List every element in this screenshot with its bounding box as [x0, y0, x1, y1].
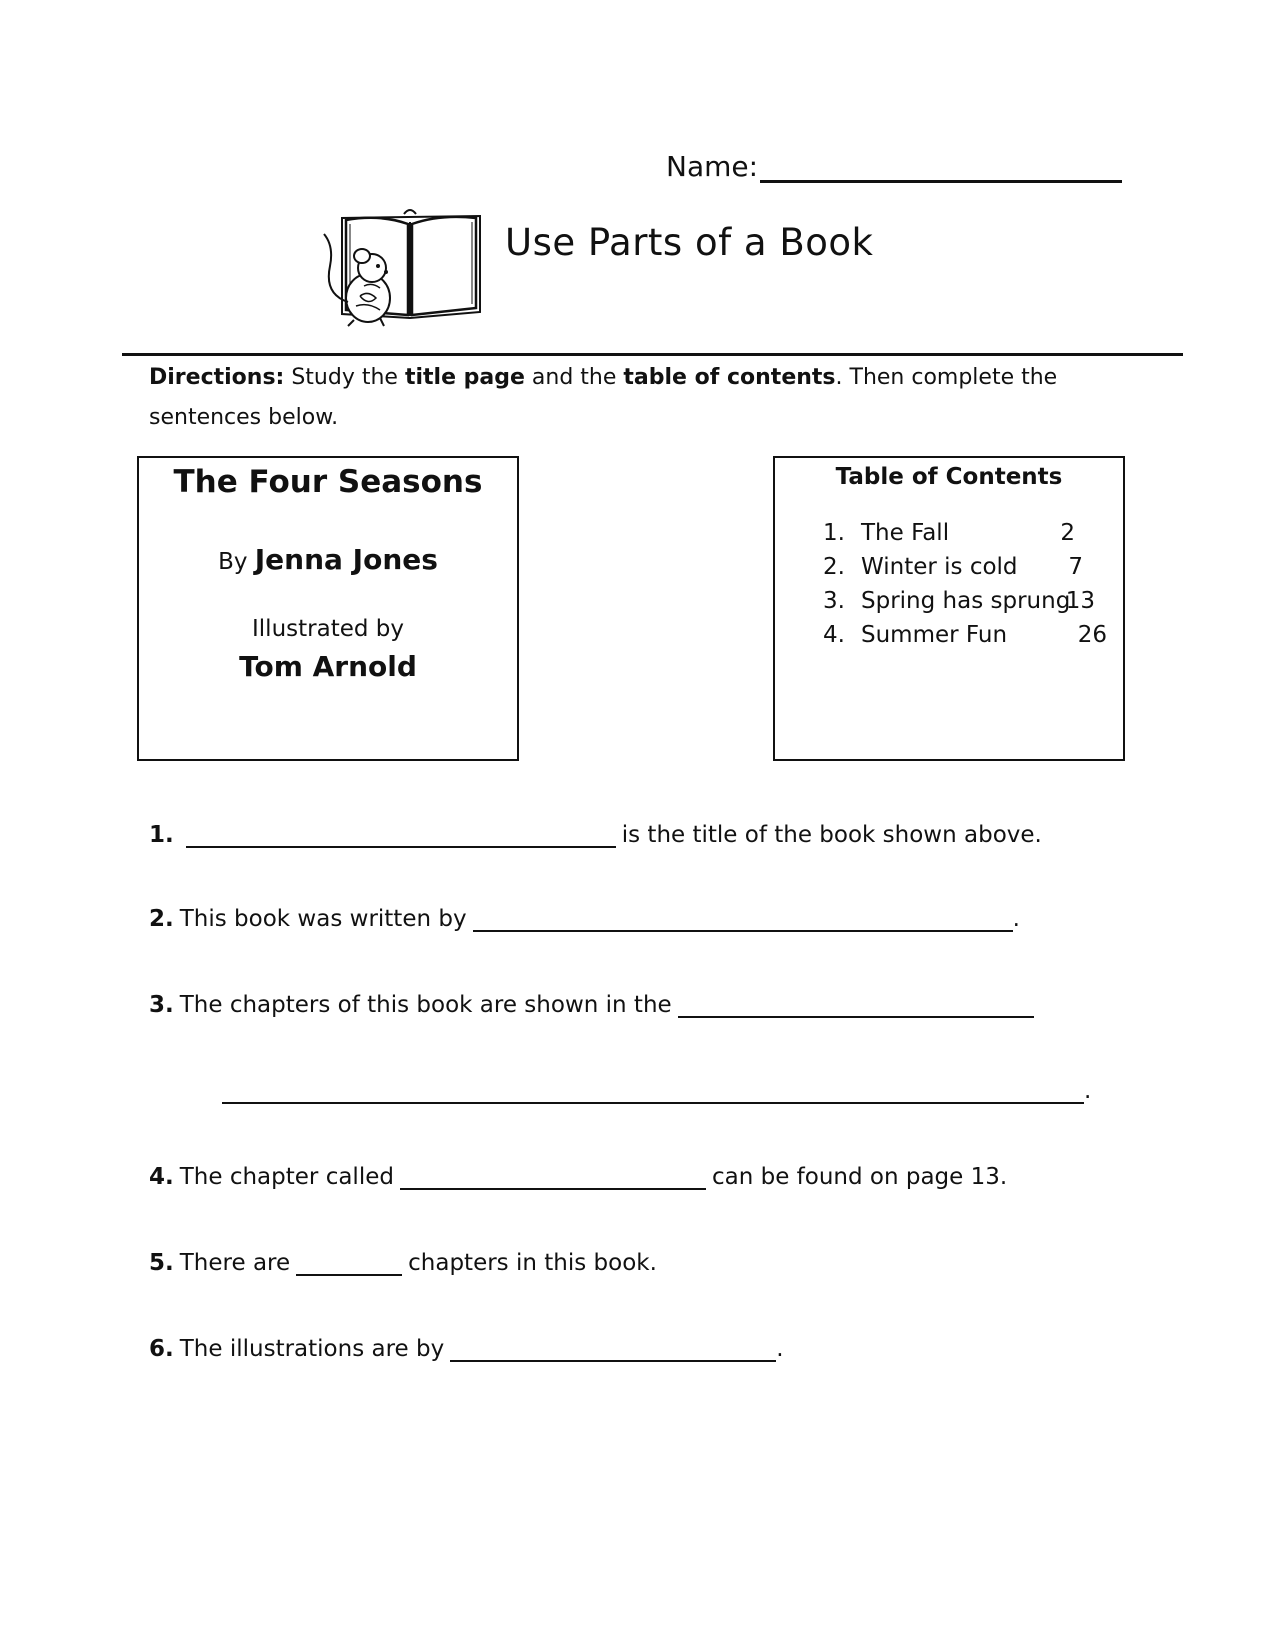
question-3-continuation — [222, 1078, 1091, 1104]
by-label: By — [218, 549, 248, 575]
author-name: Jenna Jones — [254, 543, 438, 576]
directions-part: Study the — [284, 365, 405, 390]
question-number: 2. — [149, 906, 174, 932]
toc-item — [823, 588, 1115, 620]
toc-item-title: Winter is cold — [861, 554, 1018, 580]
directions-emphasis: title page — [404, 365, 525, 390]
question-text: The chapter called — [179, 1164, 394, 1190]
question-3 — [149, 992, 1040, 1018]
question-text: is the title of the book shown above. — [621, 822, 1042, 848]
answer-blank-2[interactable] — [473, 906, 1013, 932]
directions-part: . Then complete the sentences below. — [149, 365, 1058, 430]
question-number: 4. — [149, 1164, 174, 1190]
answer-blank-4[interactable] — [400, 1164, 706, 1190]
question-number: 3. — [149, 992, 174, 1018]
page-title: Use Parts of a Book — [505, 221, 874, 264]
directions-label: Directions: — [149, 365, 285, 390]
toc-item-page: 13 — [1065, 588, 1095, 614]
question-text: This book was written by — [179, 906, 467, 932]
mouse-with-open-book-icon — [320, 206, 490, 336]
question-1 — [149, 822, 1042, 848]
toc-item — [823, 622, 1115, 654]
question-number: 1. — [149, 822, 174, 848]
question-text: There are — [179, 1250, 291, 1276]
question-text-end: . — [776, 1336, 784, 1362]
question-5 — [149, 1250, 657, 1276]
question-4 — [149, 1164, 1007, 1190]
directions-text — [149, 358, 1149, 438]
toc-item-number: 4. — [823, 622, 845, 648]
book-title: The Four Seasons — [173, 464, 483, 500]
toc-item — [823, 520, 1115, 552]
toc-item — [823, 554, 1115, 586]
name-label: Name: — [666, 150, 759, 183]
toc-item-title: Spring has sprung — [861, 588, 1071, 614]
question-text: The chapters of this book are shown in the — [179, 992, 672, 1018]
question-number: 5. — [149, 1250, 174, 1276]
name-blank-line[interactable] — [760, 154, 1122, 183]
question-text: The illustrations are by — [179, 1336, 445, 1362]
directions-emphasis: table of contents — [623, 365, 836, 390]
toc-item-page: 2 — [1060, 520, 1075, 546]
table-of-contents-box — [773, 456, 1125, 761]
answer-blank-3b[interactable] — [222, 1078, 1084, 1104]
toc-heading: Table of Contents — [835, 464, 1063, 490]
toc-item-number: 3. — [823, 588, 845, 614]
answer-blank-1[interactable] — [186, 822, 616, 848]
name-field[interactable] — [666, 150, 1122, 183]
question-text-end: . — [1084, 1078, 1092, 1104]
answer-blank-3a[interactable] — [678, 992, 1034, 1018]
answer-blank-5[interactable] — [296, 1250, 402, 1276]
answer-blank-6[interactable] — [450, 1336, 776, 1362]
toc-item-title: Summer Fun — [861, 622, 1008, 648]
toc-item-title: The Fall — [861, 520, 950, 546]
question-2 — [149, 906, 1020, 932]
divider — [122, 353, 1183, 356]
toc-item-page: 26 — [1077, 622, 1107, 648]
toc-item-number: 2. — [823, 554, 845, 580]
author-line — [139, 543, 517, 576]
illustrated-by-label: Illustrated by — [252, 616, 404, 642]
illustrator-name: Tom Arnold — [239, 650, 417, 683]
question-text: can be found on page 13. — [711, 1164, 1008, 1190]
question-text: chapters in this book. — [408, 1250, 657, 1276]
question-text-end: . — [1012, 906, 1020, 932]
question-6 — [149, 1336, 784, 1362]
title-page-box — [137, 456, 519, 761]
toc-item-number: 1. — [823, 520, 845, 546]
question-number: 6. — [149, 1336, 174, 1362]
toc-item-page: 7 — [1068, 554, 1083, 580]
directions-part: and the — [524, 365, 624, 390]
